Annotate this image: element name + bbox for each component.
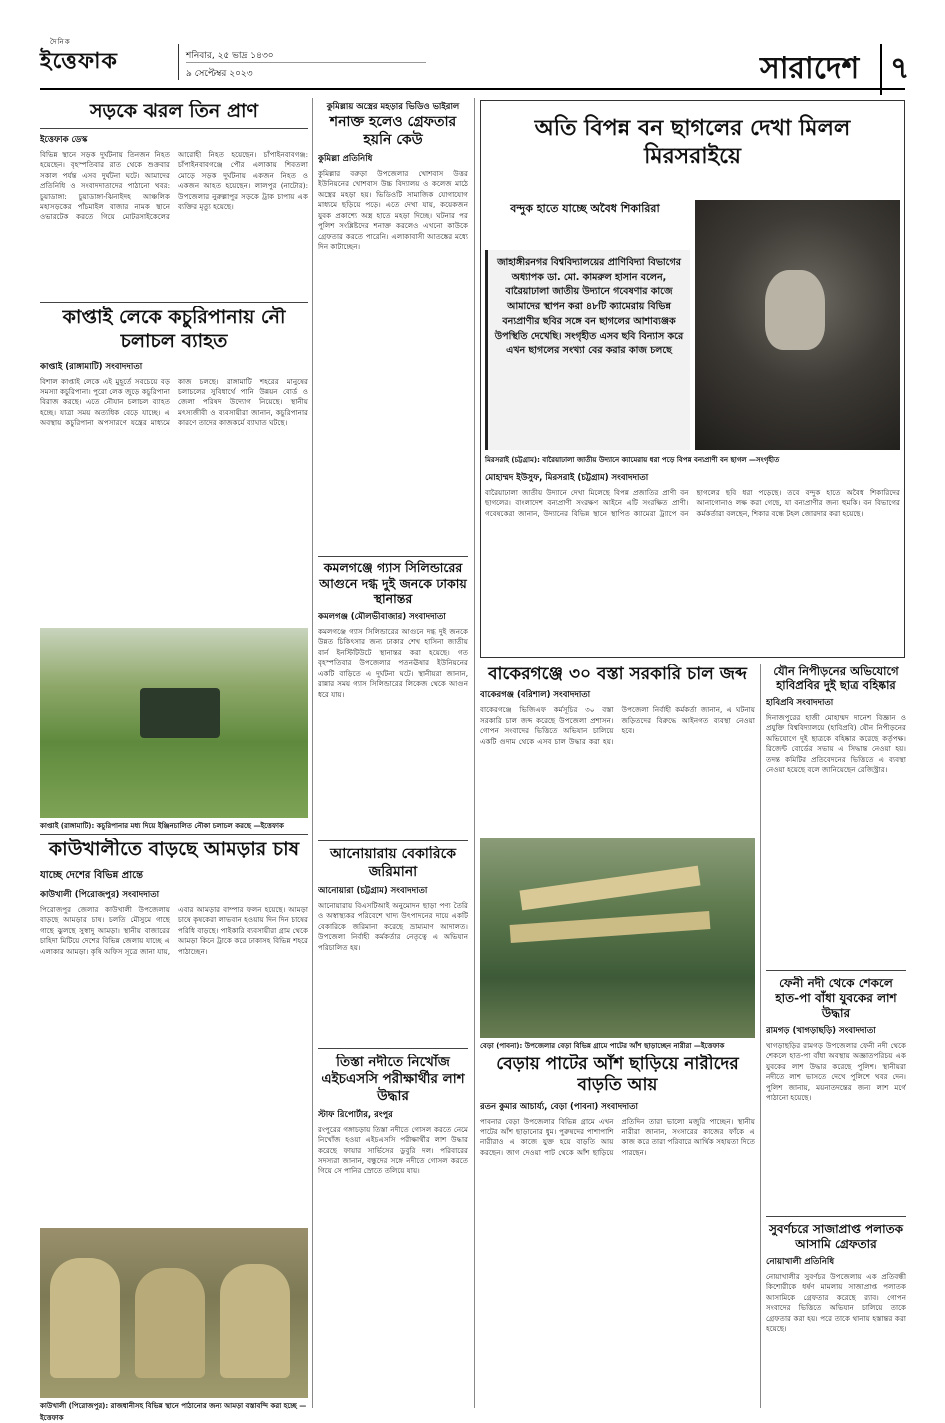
article-body: বারৈয়াঢালা জাতীয় উদ্যানে দেখা মিলেছে বিপন্ন প্রজাতির প্রাণী বন ছাগলের। বাংলাদেশ বন্যপ্রাণী সংরক্ষণ আইনে এটি সংরক্ষিত প্রাণী। গবেষকেরা জানান, উদ্যানের বিভিন্ন স্থানে স্থাপিত ক্যামেরা ট্র্যাপে বন ছাগলের ছবি ধরা পড়েছে। তবে বন্দুক হাতে অবৈধ শিকারিদের আনাগোনাও লক্ষ করা গেছে, যা বন্যপ্রাণীর জন্য হুমকি। বন বিভাগের কর্মকর্তারা বলছেন, শিকার বন্ধে টহল জোরদার করা হয়েছে। (485, 488, 900, 518)
boat-shape (140, 688, 220, 738)
byline: হাবিপ্রবি সংবাদদাতা (766, 697, 834, 708)
article-body: খাগড়াছড়ির রামগড় উপজেলার ফেনী নদী থেকে শেকলে হাত-পা বাঁধা অবস্থায় অজ্ঞাতপরিচয় এক যুবকের লাশ উদ্ধার করেছে পুলিশ। স্থানীয়রা নদীতে লাশ ভাসতে দেখে পুলিশে খবর দেন। পুলিশ জানায়, ময়নাতদন্তের জন্য লাশ মর্গে পাঠানো হয়েছে। (766, 1041, 906, 1103)
byline: আনোয়ারা (চট্টগ্রাম) সংবাদদাতা (318, 886, 428, 896)
divider (318, 556, 468, 557)
article-body: রংপুরের গঙ্গাচড়ায় তিস্তা নদীতে গোসল করতে নেমে নিখোঁজ হওয়া এইচএসসি পরীক্ষার্থীর লাশ উদ্ধার করেছে ফায়ার সার্ভিসের ডুবুরি দল। পরিবারের সদস্যরা জানান, বন্ধুদের সঙ্গে নদীতে গোসল করতে গিয়ে সে পানির স্রোতে তলিয়ে যায়। (318, 1124, 468, 1176)
newspaper-logo (40, 38, 118, 81)
masthead-rule (40, 88, 905, 90)
headline: বেড়ায় পাটের আঁশ ছাড়িয়ে নারীদের বাড়তি আয় (496, 1054, 739, 1096)
headline: সুবর্ণচরে সাজাপ্রাপ্ত পলাতক আসামি গ্রেফতার (768, 1222, 903, 1251)
date-english: ৯ সেপ্টেম্বর ২০২৩ (186, 69, 253, 79)
article-body: বিশাল কাপ্তাই লেকে এই মুহূর্তে সবচেয়ে বড় সমস্যা কচুরিপানা। পুরো লেক জুড়ে কচুরিপানা বিরাজ করছে। এতে নৌযান চলাচল ব্যাহত হচ্ছে। যাত্রা সময় অত্যধিক বেড়ে যাচ্ছে। এ অবস্থায় কচুরিপানা অপসারণে যন্ত্রের মাধ্যমে কাজ চলছে। রাঙ্গামাটি শহরের মানুষের চলাচলের সুবিধার্থে পানি উন্নয়ন বোর্ড ও জেলা পরিষদ উদ্যোগ নিয়েছে। স্থানীয় মৎস্যজীবী ও ব্যবসায়ীরা জানান, কচুরিপানার কারণে তাদের কাজকর্মে ব্যাঘাত ঘটছে। (40, 376, 308, 428)
story-kaptai-lake (40, 306, 308, 626)
byline: রামগড় (খাগড়াছড়ি) সংবাদদাতা (766, 1026, 876, 1036)
date-bangla: শনিবার, ২৫ ভাদ্র ১৪৩০ (186, 51, 274, 61)
article-body: পিরোজপুর জেলার কাউখালী উপজেলায় বাড়ছে আমড়ার চাষ। চলতি মৌসুমে গাছে গাছে ঝুলছে সুস্বাদু আমড়া। স্থানীয় বাজারের চাহিদা মিটিয়ে দেশের বিভিন্ন জেলায় যাচ্ছে এ এলাকার আমড়া। কৃষি অফিস সূত্রে জানা যায়, এবার আমড়ার বাম্পার ফলন হয়েছে। আমড়া চাষে কৃষকেরা লাভবান হওয়ায় দিন দিন চাষের পরিধি বাড়ছে। পাইকারি ব্যবসায়ীরা গ্রাম থেকে আমড়া কিনে ট্রাকে করে ঢাকাসহ বিভিন্ন শহরে পাঠাচ্ছেন। (40, 904, 308, 956)
byline: কাপ্তাই (রাঙ্গামাটি) সংবাদদাতা (40, 361, 143, 372)
sack-shape (50, 1258, 120, 1378)
kicker: কুমিল্লায় অস্ত্রের মহড়ার ভিডিও ভাইরাল (326, 102, 460, 112)
story-hstu-expulsion (766, 664, 906, 968)
divider (40, 834, 308, 835)
byline: মোহাম্মদ ইউসুফ, মিরসরাই (চট্টগ্রাম) সংবাদদাতা (485, 473, 649, 483)
article-body: পাবনার বেড়া উপজেলার বিভিন্ন গ্রামে এখন পাটের আঁশ ছাড়ানোর ধুম। পুরুষদের পাশাপাশি নারীরাও এ কাজে যুক্ত হয়ে বাড়তি আয় করছেন। জাগ দেওয়া পাট থেকে আঁশ ছাড়িয়ে প্রতিদিন তারা ভালো মজুরি পাচ্ছেন। স্থানীয় নারীরা জানান, সংসারের কাজের ফাঁকে এ কাজ করে তারা পরিবারে আর্থিক সহায়তা দিতে পারছেন। (480, 1116, 755, 1157)
headline: শনাক্ত হলেও গ্রেফতার হয়নি কেউ (329, 114, 457, 148)
photo-wild-goat (695, 200, 900, 450)
photo-caption: বেড়া (পাবনা): উপজেলার বেড়া বিভিন্ন গ্রামে পাটের আঁশ ছাড়াচ্ছেন নারীরা —ইত্তেফাক (480, 1042, 725, 1050)
goat-shape (765, 270, 825, 350)
headline: কমলগঞ্জে গ্যাস সিলিন্ডারের আগুনে দগ্ধ দুই জনকে ঢাকায় স্থানান্তর (319, 560, 467, 607)
headline: তিস্তা নদীতে নিখোঁজ এইচএসসি পরীক্ষার্থীর লাশ উদ্ধার (321, 1054, 465, 1104)
story-road-accident (40, 100, 308, 300)
byline: স্টাফ রিপোর্টার, রংপুর (318, 1109, 393, 1120)
article-body: দিনাজপুরের হাজী মোহাম্মদ দানেশ বিজ্ঞান ও প্রযুক্তি বিশ্ববিদ্যালয়ে (হাবিপ্রবি) যৌন নিপীড়নের অভিযোগে দুই ছাত্রকে বহিষ্কার করেছে কর্তৃপক্ষ। রিজেন্ট বোর্ডের সভায় এ সিদ্ধান্ত নেওয়া হয়। তদন্ত কমিটির প্রতিবেদনের ভিত্তিতে এ ব্যবস্থা নেওয়া হয়েছে বলে জানিয়েছেন রেজিস্ট্রার। (766, 712, 906, 774)
photo-caption: মিরসরাই (চট্টগ্রাম): বারৈয়াঢালা জাতীয় উদ্যানে ক্যামেরায় ধরা পড়ে বিপন্ন বন্যপ্রাণী বন ছাগল —সংগৃহীত (485, 456, 780, 464)
section-title: সারাদেশ (760, 51, 860, 86)
article-body: নোয়াখালীর সুবর্ণচর উপজেলায় এক প্রতিবন্ধী কিশোরীকে ধর্ষণ মামলায় সাজাপ্রাপ্ত পলাতক আসামিকে গ্রেফতার করেছে র‌্যাব। গোপন সংবাদের ভিত্তিতে অভিযান চালিয়ে তাকে গ্রেফতার করা হয়। পরে তাকে থানায় হস্তান্তর করা হয়েছে। (766, 1272, 906, 1334)
divider (766, 1216, 906, 1217)
byline: রতন কুমার আচার্য্য, বেড়া (পাবনা) সংবাদদাতা (480, 1101, 638, 1112)
kicker: যাচ্ছে দেশের বিভিন্ন প্রান্তে (40, 869, 144, 881)
logo-small-text: দৈনিক (50, 38, 71, 46)
headline: সড়কে ঝরল তিন প্রাণ (89, 100, 259, 122)
goat-kicker-box (485, 200, 685, 255)
quote-box (485, 250, 690, 450)
byline: কমলগঞ্জ (মৌলভীবাজার) সংবাদদাতা (318, 611, 446, 622)
goat-article (485, 468, 900, 653)
byline: বাকেরগঞ্জ (বরিশাল) সংবাদদাতা (480, 690, 591, 701)
article-body: আনোয়ারায় বিএসটিআই অনুমোদন ছাড়া পণ্য তৈরি ও অস্বাস্থ্যকর পরিবেশে খাদ্য উৎপাদনের দায়ে একটি বেকারিকে জরিমানা করেছে ভ্রাম্যমাণ আদালত। উপজেলা নির্বাহী কর্মকর্তার নেতৃত্বে এ অভিযান পরিচালিত হয়। (318, 901, 468, 952)
masthead-separator (178, 44, 179, 80)
photo-caption: কাউখালী (পিরোজপুর): রাজধানীসহ বিভিন্ন স্থানে পাঠানোর জন্য আমড়া বস্তাবন্দি করা হচ্ছে —ইত্তেফাক (40, 1402, 307, 1422)
sack-shape (135, 1268, 205, 1378)
story-bera-jute (480, 1054, 755, 1404)
headline: আনোয়ারায় বেকারিকে জরিমানা (329, 846, 456, 880)
column-rule (760, 664, 761, 1408)
story-bakerganj-rice (480, 664, 755, 834)
headline: যৌন নিপীড়নের অভিযোগে হাবিপ্রবির দুই ছাত্র বহিষ্কার (773, 664, 899, 693)
headline: বাকেরগঞ্জে ৩০ বস্তা সরকারি চাল জব্দ (488, 664, 747, 684)
article-body: বাকেরগঞ্জে ভিজিএফ কর্মসূচির ৩০ বস্তা সরকারি চাল জব্দ করেছে উপজেলা প্রশাসন। গোপন সংবাদের ভিত্তিতে অভিযান চালিয়ে একটি গুদাম থেকে এসব চাল উদ্ধার করা হয়। উপজেলা নির্বাহী কর্মকর্তা জানান, এ ঘটনায় জড়িতদের বিরুদ্ধে আইনগত ব্যবস্থা নেওয়া হবে। (480, 705, 755, 746)
story-comilla-arms (318, 100, 468, 552)
kicker: বন্দুক হাতে যাচ্ছে অবৈধ শিকারিরা (510, 202, 660, 215)
photo-caption: কাপ্তাই (রাঙ্গামাটি): কচুরিপানার মধ্য দিয়ে ইঞ্জিনচালিত নৌকা চলাচল করছে —ইত্তেফাক (40, 822, 284, 830)
masthead (0, 0, 945, 92)
jute-fiber-shape (519, 866, 700, 911)
story-kaukhali-amra (40, 838, 308, 1278)
jute-fiber-shape (510, 911, 711, 943)
byline: কুমিল্লা প্রতিনিধি (318, 154, 373, 164)
story-teesta-body (318, 1054, 468, 1404)
divider (40, 128, 308, 129)
byline: নোয়াখালী প্রতিনিধি (766, 1257, 835, 1267)
date-divider (186, 62, 426, 63)
divider (318, 1048, 468, 1049)
divider (40, 302, 308, 303)
headline: ফেনী নদী থেকে শেকলে হাত-পা বাঁধা যুবকের লাশ উদ্ধার (775, 976, 897, 1020)
photo-amra-sacks (40, 1228, 308, 1398)
headline: অতি বিপন্ন বন ছাগলের দেখা মিলল মিরসরাইয়ে (534, 115, 851, 169)
photo-kaptai-boat (40, 628, 308, 818)
divider (318, 840, 468, 841)
byline: ইত্তেফাক ডেস্ক (40, 134, 88, 145)
article-body: কমলগঞ্জে গ্যাস সিলিন্ডারের আগুনে দগ্ধ দুই জনকে উন্নত চিকিৎসার জন্য ঢাকার শেখ হাসিনা জাতীয় বার্ন ইনস্টিটিউটে স্থানান্তর করা হয়েছে। গত বৃহস্পতিবার উপজেলার পতনঊষার ইউনিয়নের একটি বাড়িতে এ দুর্ঘটনা ঘটে। স্থানীয়রা জানান, রান্নার সময় গ্যাস সিলিন্ডারের লিকেজ থেকে আগুন ধরে যায়। (318, 626, 468, 699)
column-rule (474, 98, 475, 1408)
sack-shape (220, 1264, 290, 1378)
article-body: কুমিল্লার বরুড়া উপজেলার খোশবাস উত্তর ইউনিয়নের খোশবাস উচ্চ বিদ্যালয় ও কলেজ মাঠে অস্ত্রের মহড়া হয়। ভিডিওটি সামাজিক যোগাযোগ মাধ্যমে ছড়িয়ে পড়ে। এতে দেখা যায়, কয়েকজন যুবক প্রকাশ্যে অস্ত্র হাতে মহড়া দিচ্ছে। ঘটনার পর পুলিশ সংশ্লিষ্টদের শনাক্ত করলেও এখনো কাউকে গ্রেফতার করতে পারেনি। এলাকাবাসী আতঙ্কের মধ্যে দিন কাটাচ্ছেন। (318, 169, 468, 252)
story-feni-river-body (766, 976, 906, 1214)
page-number: ৭ (880, 44, 910, 95)
expert-quote: জাহাঙ্গীরনগর বিশ্ববিদ্যালয়ের প্রাণিবিদ্যা বিভাগের অধ্যাপক ডা. মো. কামরুল হাসান বলেন, বারৈয়াঢালা জাতীয় উদ্যানে গবেষণার কাজে আমাদের স্থাপন করা ৪৮টি ক্যামেরায় বিভিন্ন বন্যপ্রাণীর ছবির সঙ্গে বন ছাগলের আশাব্যঞ্জক উপস্থিতি দেখেছি। সংগৃহীত এসব ছবি বিন্যাস করে এখন ছাগলের সংখ্যা বের করার কাজ চলছে (494, 257, 684, 357)
photo-jute-women (480, 838, 755, 1038)
divider (766, 970, 906, 971)
headline: কাপ্তাই লেকে কচুরিপানায় নৌ চলাচল ব্যাহত (62, 306, 286, 352)
story-anwara-bakery (318, 846, 468, 1046)
article-body: বিভিন্ন স্থানে সড়ক দুর্ঘটনায় তিনজন নিহত হয়েছেন। বৃহস্পতিবার রাত থেকে শুক্রবার সকাল পর্যন্ত এসব দুর্ঘটনা ঘটে। আমাদের প্রতিনিধি ও সংবাদদাতাদের পাঠানো খবর: চুয়াডাঙ্গা: চুয়াডাঙ্গা-ঝিনাইদহ আঞ্চলিক মহাসড়কের পাঁচমাইল বাজার নামক স্থানে ওভারটেক করতে গিয়ে মোটরসাইকেলের আরোহী নিহত হয়েছেন। চাঁপাইনবাবগঞ্জ: চাঁপাইনবাবগঞ্জে পৌর এলাকায় শিবতলা মোড়ে সড়ক দুর্ঘটনায় একজন নিহত ও একজন আহত হয়েছেন। লালপুর (নাটোর): উপজেলার নুরুল্লাপুর সড়কে ট্রাক চাপায় এক ব্যক্তির মৃত্যু হয়েছে। (40, 149, 308, 222)
logo-text: ইত্তেফাক (40, 48, 118, 74)
story-subarnachar-arrest (766, 1222, 906, 1404)
column-rule (312, 98, 313, 1408)
story-kamalganj-cylinder (318, 560, 468, 838)
byline: কাউখালী (পিরোজপুর) সংবাদদাতা (40, 889, 160, 900)
headline: কাউখালীতে বাড়ছে আমড়ার চাষ (48, 838, 300, 860)
